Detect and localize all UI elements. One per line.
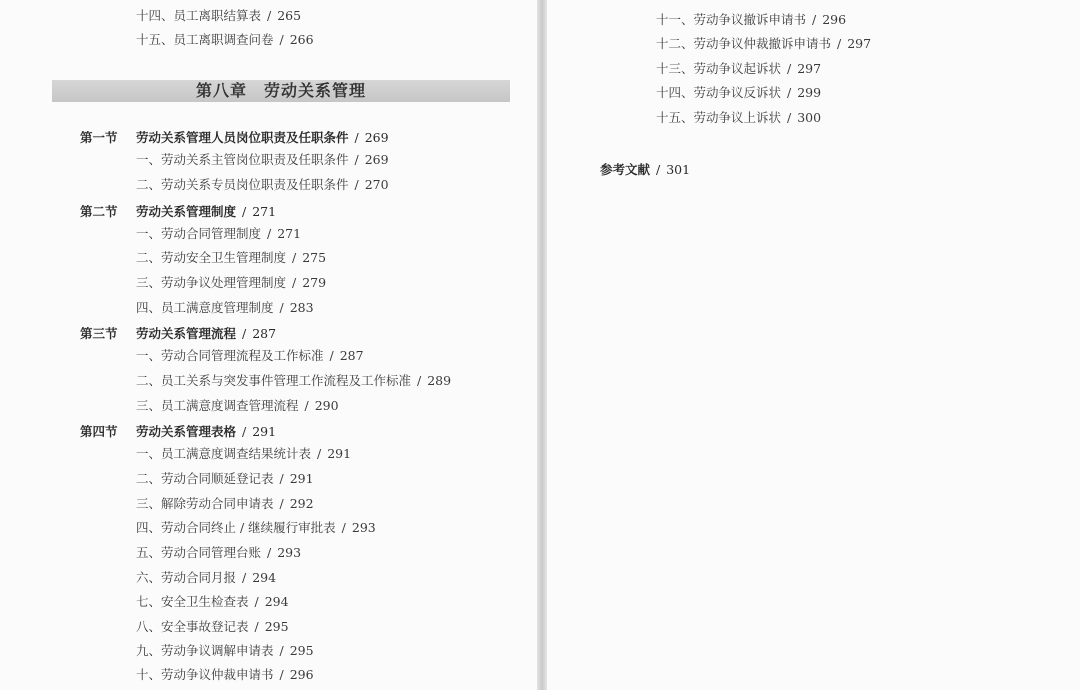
section-title: 劳动关系管理表格 <box>136 424 237 439</box>
entry-page: 297 <box>797 61 822 76</box>
separator: / <box>242 424 247 439</box>
separator: / <box>837 36 842 51</box>
toc-entry <box>136 520 376 536</box>
entry-text: 三、员工满意度调查管理流程 <box>136 398 299 413</box>
toc-entry <box>136 275 326 291</box>
entry-page: 266 <box>289 32 314 47</box>
entry-text: 六、劳动合同月报 <box>136 570 237 585</box>
section-title-line <box>136 128 389 146</box>
entry-page: 294 <box>264 594 289 609</box>
entry-text: 五、劳动合同管理台账 <box>136 545 262 560</box>
toc-entry <box>136 398 339 414</box>
entry-page: 293 <box>351 520 376 535</box>
separator: / <box>354 177 359 192</box>
toc-entry <box>136 152 389 168</box>
entry-page: 300 <box>797 110 822 125</box>
separator: / <box>292 275 297 290</box>
separator: / <box>787 61 792 76</box>
entry-page: 296 <box>289 667 314 682</box>
toc-entry <box>136 32 314 48</box>
section-page: 269 <box>364 130 389 145</box>
entry-page: 279 <box>302 275 327 290</box>
separator: / <box>267 226 272 241</box>
entry-text: 一、员工满意度调查结果统计表 <box>136 446 312 461</box>
entry-page: 299 <box>797 85 822 100</box>
entry-text: 十四、劳动争议反诉状 <box>656 85 782 100</box>
toc-entry <box>136 300 314 316</box>
entry-text: 十四、员工离职结算表 <box>136 8 262 23</box>
separator: / <box>279 643 284 658</box>
separator: / <box>787 110 792 125</box>
toc-entry <box>136 570 276 586</box>
separator: / <box>354 152 359 167</box>
section-title: 劳动关系管理流程 <box>136 326 237 341</box>
toc-entry <box>136 667 314 683</box>
separator: / <box>292 250 297 265</box>
toc-entry <box>136 446 351 462</box>
references-title: 参考文献 <box>600 162 651 177</box>
entry-page: 291 <box>327 446 352 461</box>
entry-text: 十、劳动争议仲裁申请书 <box>136 667 274 682</box>
separator: / <box>267 8 272 23</box>
separator: / <box>267 545 272 560</box>
entry-page: 271 <box>277 226 302 241</box>
separator: / <box>254 619 259 634</box>
entry-text: 九、劳动争议调解申请表 <box>136 643 274 658</box>
entry-text: 十三、劳动争议起诉状 <box>656 61 782 76</box>
separator: / <box>279 667 284 682</box>
references-entry <box>600 160 690 178</box>
entry-text: 三、解除劳动合同申请表 <box>136 496 274 511</box>
section-label: 第一节 <box>80 130 118 145</box>
section-title-line <box>136 324 276 342</box>
entry-text: 十一、劳动争议撤诉申请书 <box>656 12 807 27</box>
toc-entry <box>136 250 326 266</box>
entry-text: 二、劳动合同顺延登记表 <box>136 471 274 486</box>
entry-text: 三、劳动争议处理管理制度 <box>136 275 287 290</box>
entry-page: 295 <box>264 619 289 634</box>
book-gutter <box>537 0 547 690</box>
separator: / <box>812 12 817 27</box>
entry-text: 十五、员工离职调查问卷 <box>136 32 274 47</box>
separator: / <box>354 130 359 145</box>
section-page: 271 <box>252 204 277 219</box>
separator: / <box>242 570 247 585</box>
toc-entry <box>136 373 451 389</box>
toc-entry <box>656 61 821 77</box>
entry-page: 292 <box>289 496 314 511</box>
entry-page: 291 <box>289 471 314 486</box>
entry-page: 269 <box>364 152 389 167</box>
references-page: 301 <box>666 162 691 177</box>
entry-page: 287 <box>339 348 364 363</box>
toc-entry <box>136 619 289 635</box>
entry-text: 二、劳动关系专员岗位职责及任职条件 <box>136 177 349 192</box>
entry-text: 二、劳动安全卫生管理制度 <box>136 250 287 265</box>
separator: / <box>279 300 284 315</box>
separator: / <box>329 348 334 363</box>
separator: / <box>317 446 322 461</box>
entry-page: 265 <box>277 8 302 23</box>
section-title: 劳动关系管理制度 <box>136 204 237 219</box>
entry-text: 十二、劳动争议仲裁撤诉申请书 <box>656 36 832 51</box>
entry-page: 295 <box>289 643 314 658</box>
entry-text: 二、员工关系与突发事件管理工作流程及工作标准 <box>136 373 412 388</box>
section-label: 第三节 <box>80 326 118 341</box>
left-page <box>0 0 537 690</box>
separator: / <box>304 398 309 413</box>
section-title-line <box>136 422 276 440</box>
toc-entry <box>136 471 314 487</box>
toc-entry <box>136 226 301 242</box>
toc-entry <box>136 594 289 610</box>
entry-page: 283 <box>289 300 314 315</box>
toc-entry <box>656 110 821 126</box>
chapter-title: 第八章 劳动关系管理 <box>195 81 366 100</box>
entry-text: 十五、劳动争议上诉状 <box>656 110 782 125</box>
entry-text: 七、安全卫生检查表 <box>136 594 249 609</box>
chapter-heading <box>52 80 510 102</box>
separator: / <box>242 204 247 219</box>
section-label: 第二节 <box>80 204 118 219</box>
separator: / <box>254 594 259 609</box>
entry-page: 297 <box>847 36 872 51</box>
separator: / <box>279 496 284 511</box>
entry-text: 四、员工满意度管理制度 <box>136 300 274 315</box>
entry-page: 290 <box>314 398 339 413</box>
entry-page: 270 <box>364 177 389 192</box>
toc-entry <box>136 8 301 24</box>
entry-text: 一、劳动合同管理制度 <box>136 226 262 241</box>
entry-page: 293 <box>277 545 302 560</box>
toc-entry <box>136 348 364 364</box>
toc-entry <box>656 85 821 101</box>
entry-text: 八、安全事故登记表 <box>136 619 249 634</box>
entry-page: 296 <box>822 12 847 27</box>
entry-text: 一、劳动关系主管岗位职责及任职条件 <box>136 152 349 167</box>
entry-page: 289 <box>427 373 452 388</box>
section-page: 287 <box>252 326 277 341</box>
separator: / <box>279 471 284 486</box>
separator: / <box>341 520 346 535</box>
toc-entry <box>136 643 314 659</box>
separator: / <box>242 326 247 341</box>
separator: / <box>417 373 422 388</box>
toc-entry <box>136 177 389 193</box>
section-title-line <box>136 202 276 220</box>
separator: / <box>279 32 284 47</box>
entry-page: 294 <box>252 570 277 585</box>
toc-entry <box>656 12 846 28</box>
entry-text: 一、劳动合同管理流程及工作标准 <box>136 348 324 363</box>
section-title: 劳动关系管理人员岗位职责及任职条件 <box>136 130 349 145</box>
toc-entry <box>656 36 871 52</box>
section-label: 第四节 <box>80 424 118 439</box>
separator: / <box>787 85 792 100</box>
right-page <box>547 0 1080 690</box>
separator: / <box>656 162 661 177</box>
entry-text: 四、劳动合同终止 / 继续履行审批表 <box>136 520 336 535</box>
toc-entry <box>136 496 314 512</box>
entry-page: 275 <box>302 250 327 265</box>
section-page: 291 <box>252 424 277 439</box>
toc-entry <box>136 545 301 561</box>
